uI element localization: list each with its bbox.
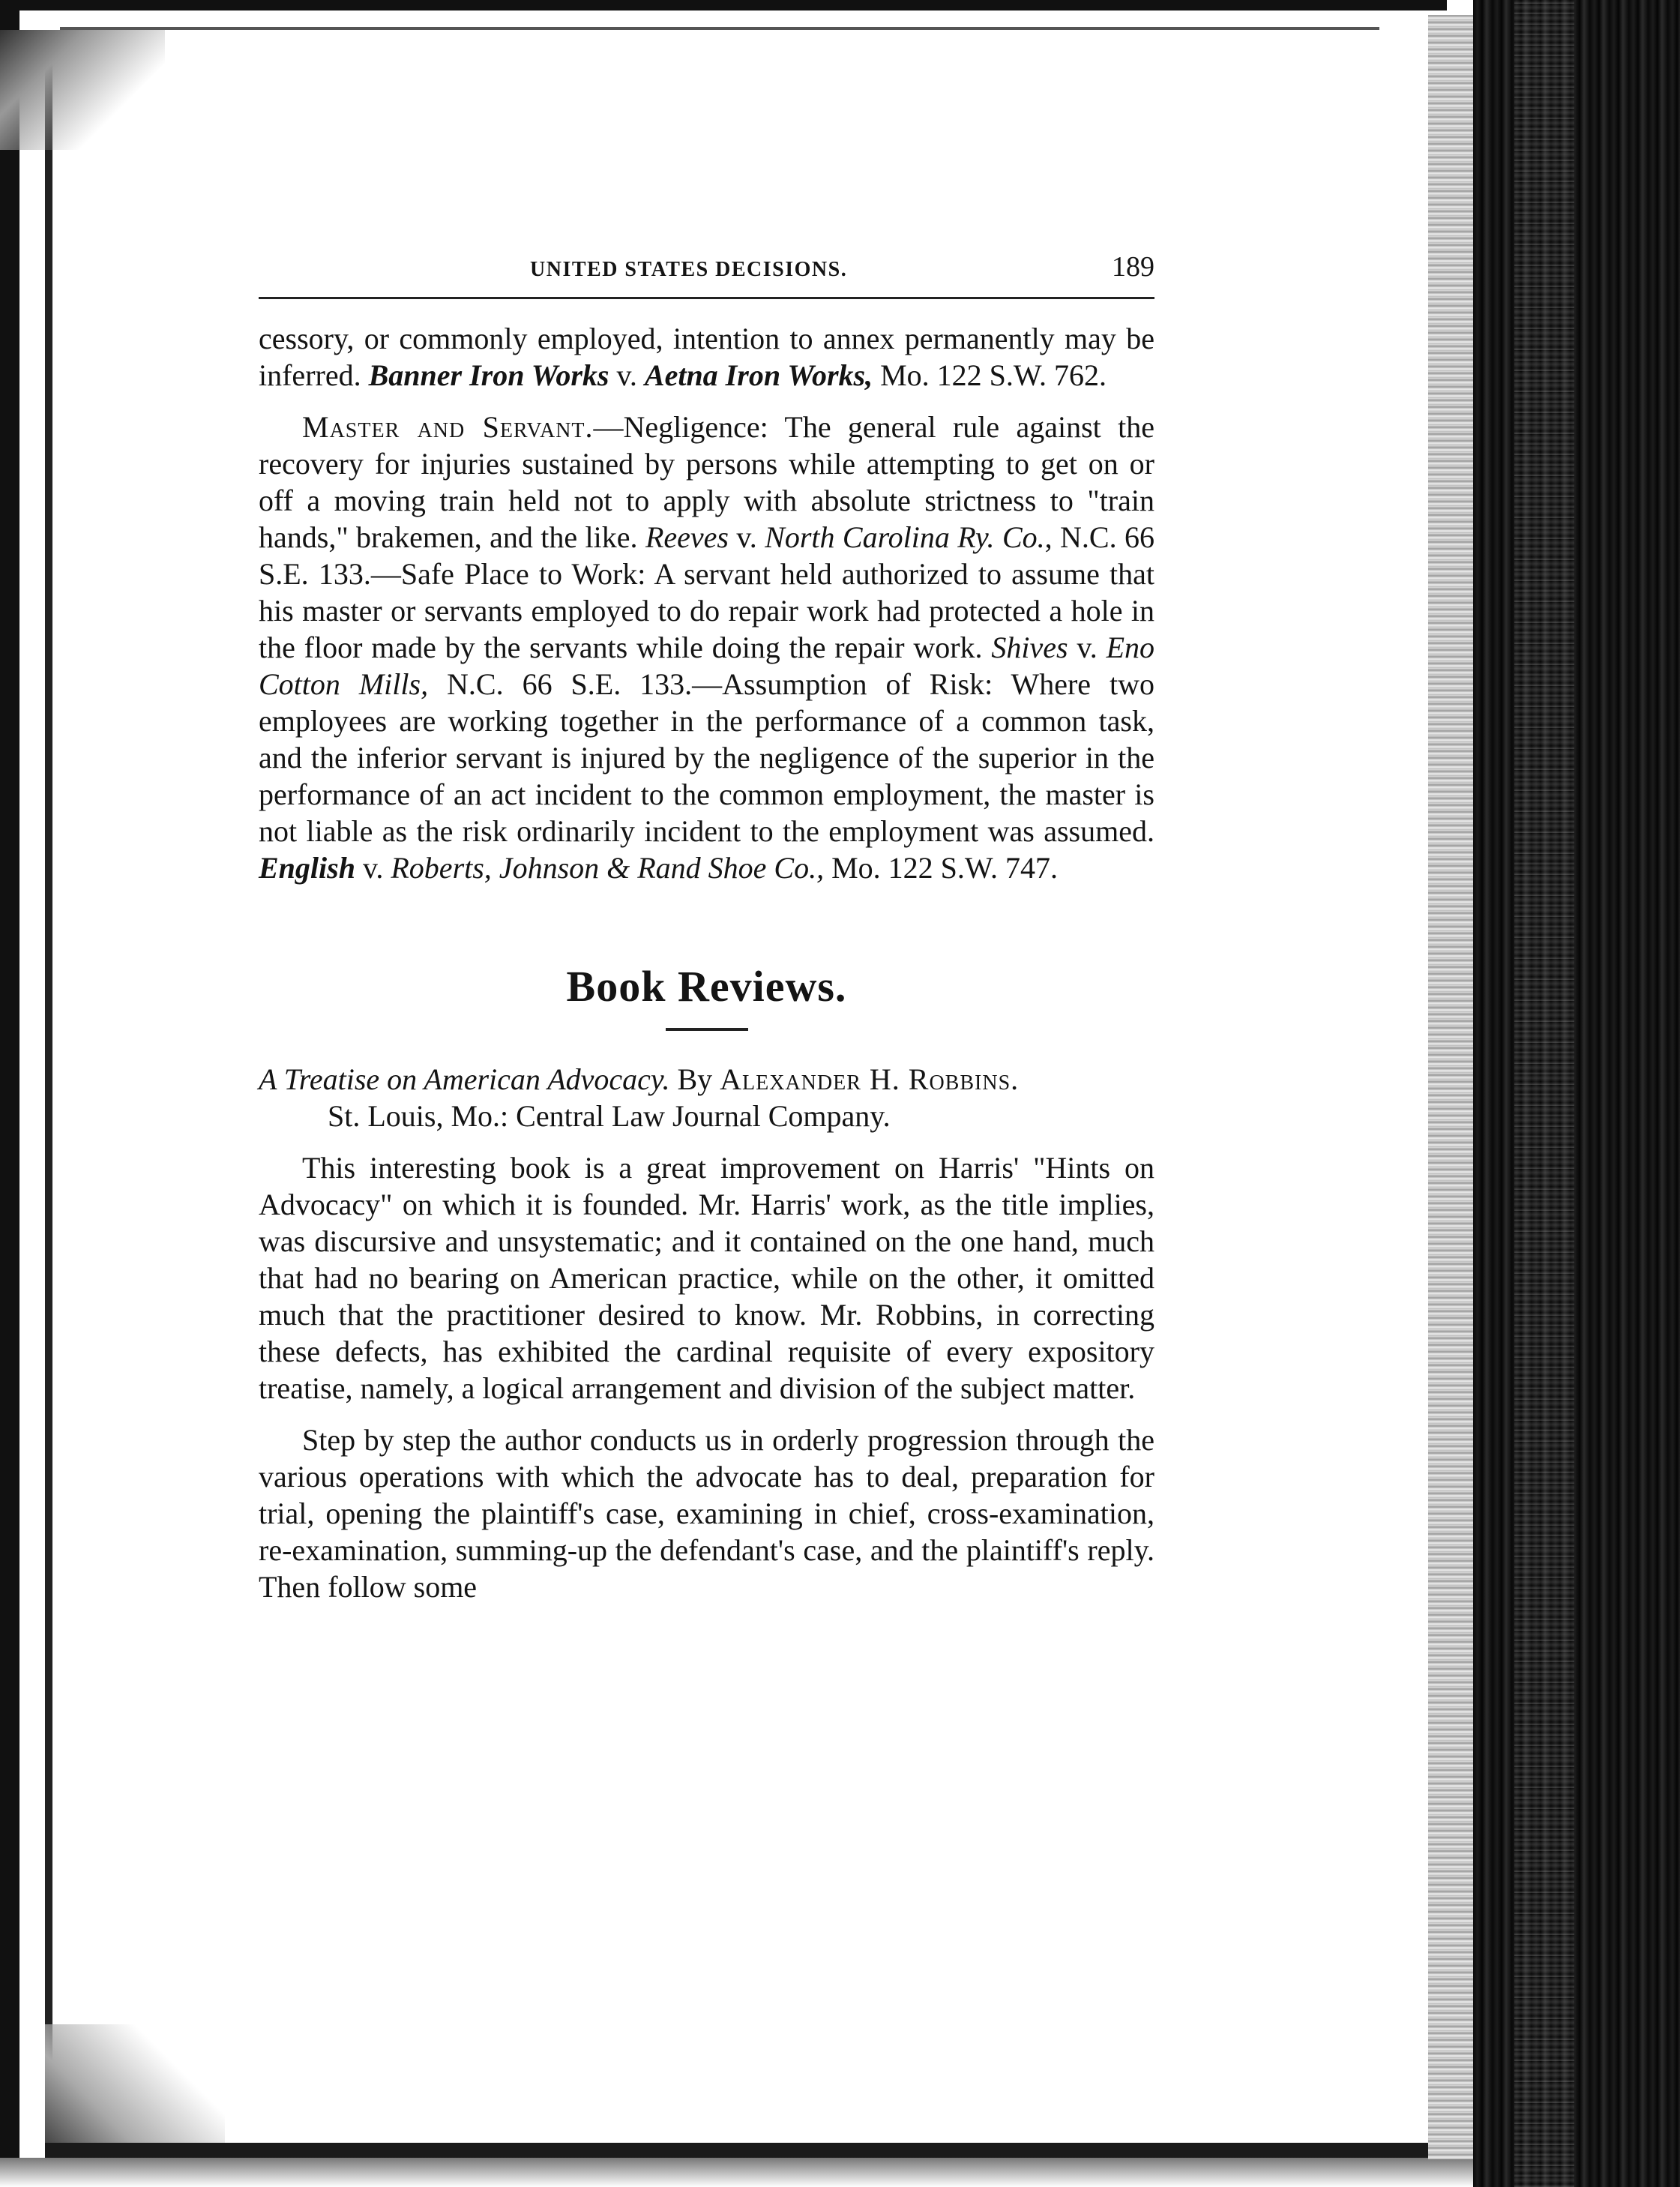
- review-paragraph: This interesting book is a great improvement on Harris' "Hints on Advocacy" on which it is founded. Mr. Harris' work, as the title implies, was discursive and unsystematic; and it contained on the one hand, much that had no bearing on American practice, while on the other, it omitted much that the practitioner desired to know. Mr. Robbins, in correcting these defects, has exhibited the cardinal requisite of every expository treatise, namely, a logical arrangement and division of the subject matter.: [259, 1151, 1154, 1405]
- case-name: North Carolina Ry. Co.: [765, 520, 1045, 554]
- section-rule: [666, 1028, 748, 1031]
- scan-corner-shadow-bottom: [45, 2024, 225, 2144]
- case-versus: v.: [355, 851, 391, 885]
- book-spine-shadow: [1473, 0, 1680, 2187]
- para2-sentence: —Assumption of Risk: Where two employees are working together in the performance of a common task, and the inferior servant is injured by the negligence of the superior in the performance of an act incident to the common employment, the master is not liable as the risk ordinarily incident to the employment was assumed.: [259, 667, 1155, 848]
- section-heading-book-reviews: Book Reviews.: [566, 962, 847, 1011]
- running-head: [259, 251, 1154, 289]
- book-by: By: [669, 1062, 720, 1096]
- book-citation: [259, 1061, 1154, 1134]
- page-number: 189: [1112, 251, 1154, 283]
- review-paragraph: Step by step the author conducts us in orderly progression through the various operations with which the advocate has to deal, preparation for trial, opening the plaintiff's case, examining in chief, cross-examination, re-examination, summing-up the defendant's case, and the plaintiff's reply. Then follow some: [259, 1423, 1154, 1604]
- case-versus: v.: [1068, 631, 1107, 664]
- scan-border-left: [0, 0, 19, 2187]
- case-name: Reeves: [645, 520, 729, 554]
- scan-border-top-inner: [60, 27, 1379, 30]
- scan-border-bottom-fade: [0, 2158, 1680, 2187]
- case-name: Roberts, Johnson & Rand Shoe Co.,: [391, 851, 825, 885]
- case-name: Banner Iron Works: [368, 358, 609, 392]
- case-citation: Mo. 122 S.W. 762.: [873, 358, 1107, 392]
- case-name: English: [259, 851, 355, 885]
- topic-heading: Master and Servant.: [302, 410, 594, 444]
- para1-text: cessory, or commonly employed, intention to annex permanently may be inferred.: [259, 322, 1154, 392]
- case-name: Eno Cotton Mills,: [259, 631, 1154, 701]
- scan-corner-shadow-top: [0, 30, 165, 150]
- page-edge-strip: [1428, 15, 1473, 2159]
- book-title: A Treatise on American Advocacy.: [259, 1062, 670, 1096]
- book-author: Alexander H. Robbins.: [720, 1062, 1020, 1096]
- case-citation: Mo. 122 S.W. 747.: [824, 851, 1059, 885]
- case-name: Shives: [991, 631, 1068, 664]
- book-spine-texture: [1514, 0, 1574, 2187]
- case-name: Aetna Iron Works,: [644, 358, 873, 392]
- paragraph-continuation: [259, 320, 1154, 394]
- scan-border-left-inner: [45, 60, 52, 2144]
- scan-border-top: [0, 0, 1447, 10]
- case-versus: v.: [728, 520, 765, 554]
- scan-border-bottom: [45, 2143, 1454, 2158]
- case-citation: , N.C. 66 S.E. 133.: [259, 520, 1154, 591]
- para2-sentence: —Negligence: The general rule against the recovery for injuries sustained by persons while attempting to get on or off a moving train held not to apply with absolute strictness to "train hands," brakemen, and the like.: [259, 410, 1154, 554]
- book-publisher: St. Louis, Mo.: Central Law Journal Company.: [328, 1099, 891, 1133]
- page-text-block: [259, 251, 1155, 1605]
- case-versus: v.: [609, 358, 645, 392]
- running-title: UNITED STATES DECISIONS.: [530, 258, 848, 281]
- para2-sentence: —Safe Place to Work: A servant held authorized to assume that his master or servants employed to do repair work had protected a hole in the floor made by the servants while doing the repair work.: [259, 557, 1154, 664]
- paragraph-master-servant: [259, 409, 1154, 886]
- case-citation: N.C. 66 S.E. 133.: [428, 667, 693, 701]
- head-rule: [259, 297, 1154, 299]
